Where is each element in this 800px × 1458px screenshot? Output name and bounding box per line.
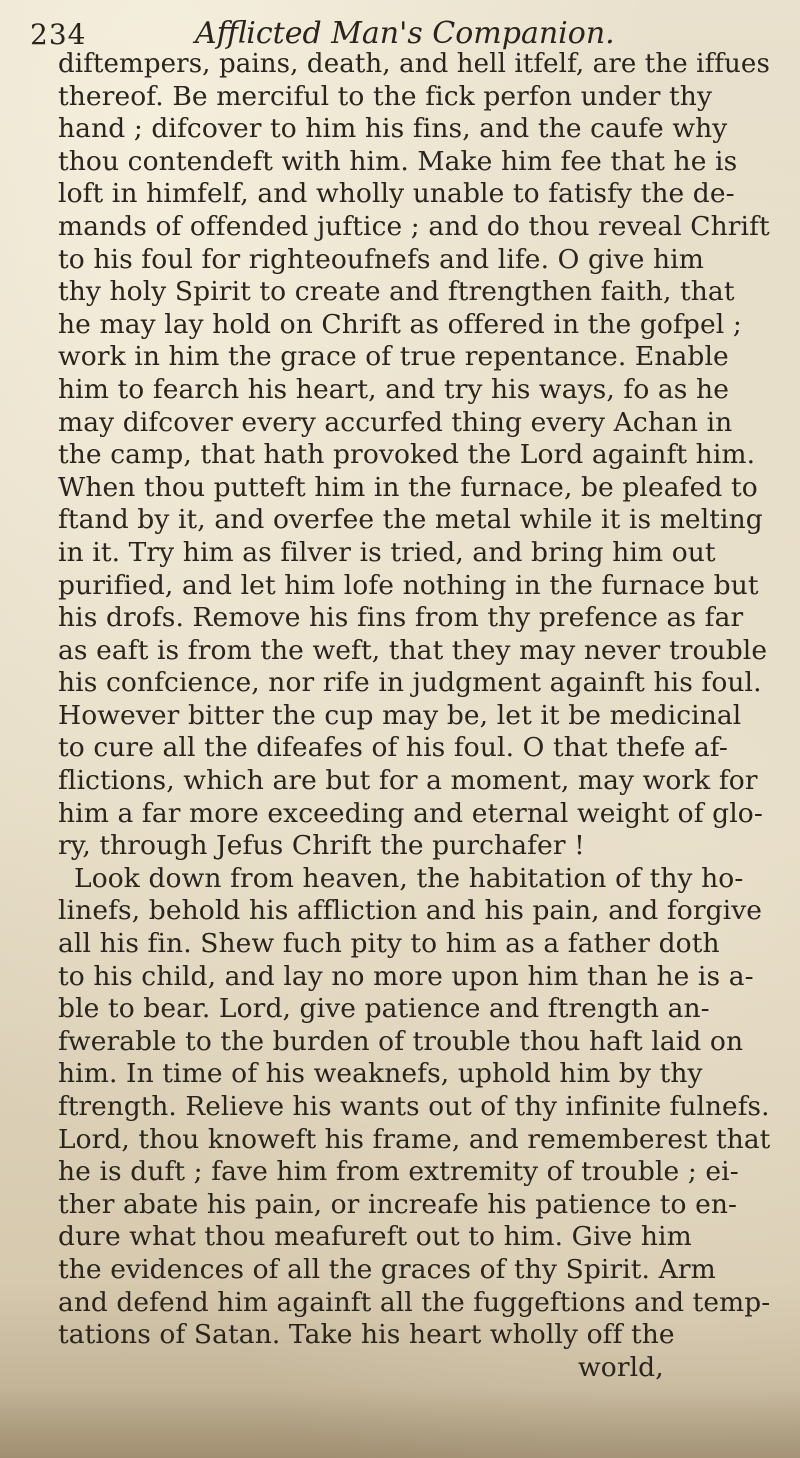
text-line: his drofs. Remove his fins from thy prefence as far [58, 602, 744, 634]
text-line: him. In time of his weaknefs, uphold him by thy [58, 1058, 703, 1090]
text-line: in it. Try him as filver is tried, and bring him out [58, 536, 716, 568]
text-line: Lord, thou knoweft his frame, and rememberest that [58, 1123, 771, 1155]
text-line: as eaft is from the weft, that they may never trouble [58, 634, 768, 666]
text-line: diftempers, pains, death, and hell itfelf, are the iffues [58, 48, 770, 79]
text-line: ftrength. Relieve his wants out of thy infinite fulnefs. [58, 1091, 770, 1122]
running-head: Afflicted Man's Companion. [195, 16, 615, 51]
body-text [58, 48, 770, 1384]
text-line: linefs, behold his affliction and his pain, and forgive [58, 895, 763, 927]
text-line: tations of Satan. Take his heart wholly off the [58, 1319, 675, 1351]
text-line: flictions, which are but for a moment, may work for [58, 765, 758, 797]
text-line: Look down from heaven, the habitation of thy ho- [74, 862, 744, 894]
text-line: thou contendeft with him. Make him fee that he is [58, 145, 738, 177]
text-line: the camp, that hath provoked the Lord againft him. [58, 439, 756, 471]
text-line: hand ; difcover to him his fins, and the caufe why [58, 113, 728, 145]
text-line: and defend him againft all the fuggeftions and temp- [58, 1286, 771, 1318]
text-line: ftand by it, and overfee the metal while it is melting [58, 504, 763, 536]
text-line: to his child, and lay no more upon him than he is a- [58, 960, 754, 992]
text-line: him a far more exceeding and eternal weight of glo- [58, 797, 763, 829]
text-line: all his fin. Shew fuch pity to him as a father doth [58, 928, 720, 960]
text-line: fwerable to the burden of trouble thou haft laid on [58, 1025, 744, 1057]
text-line: to his foul for righteoufnefs and life. O give him [58, 243, 704, 275]
text-line: him to fearch his heart, and try his ways, fo as he [58, 373, 729, 405]
text-line: the evidences of all the graces of thy Spirit. Arm [58, 1253, 716, 1285]
text-line: may difcover every accurfed thing every Achan in [58, 406, 733, 438]
text-line: However bitter the cup may be, let it be medicinal [58, 699, 742, 731]
text-line: his confcience, nor rife in judgment againft his foul. [58, 667, 762, 699]
text-line: dure what thou meafureft out to him. Give him [58, 1221, 692, 1253]
text-line: world, [578, 1351, 664, 1383]
text-line: thy holy Spirit to create and ftrengthen faith, that [58, 276, 735, 308]
text-line: When thou putteft him in the furnace, be pleafed to [58, 471, 758, 503]
text-line: purified, and let him lofe nothing in the furnace but [58, 569, 759, 601]
text-line: to cure all the difeafes of his foul. O that thefe af- [58, 732, 728, 764]
text-line: thereof. Be merciful to the fick perfon under thy [58, 80, 713, 112]
text-line: ry, through Jefus Chrift the purchafer ! [58, 830, 585, 862]
text-line: work in him the grace of true repentance. Enable [58, 341, 729, 373]
text-line: ble to bear. Lord, give patience and ftrength an- [58, 993, 710, 1025]
text-line: mands of offended juftice ; and do thou reveal Chrift [58, 210, 770, 242]
text-line: ther abate his pain, or increafe his patience to en- [58, 1188, 738, 1220]
text-line: he is duft ; fave him from extremity of trouble ; ei- [58, 1156, 739, 1188]
text-line: loft in himfelf, and wholly unable to fatisfy the de- [58, 178, 735, 210]
text-line: he may lay hold on Chrift as offered in the gofpel ; [58, 308, 742, 340]
page-number: 234 [30, 18, 87, 51]
